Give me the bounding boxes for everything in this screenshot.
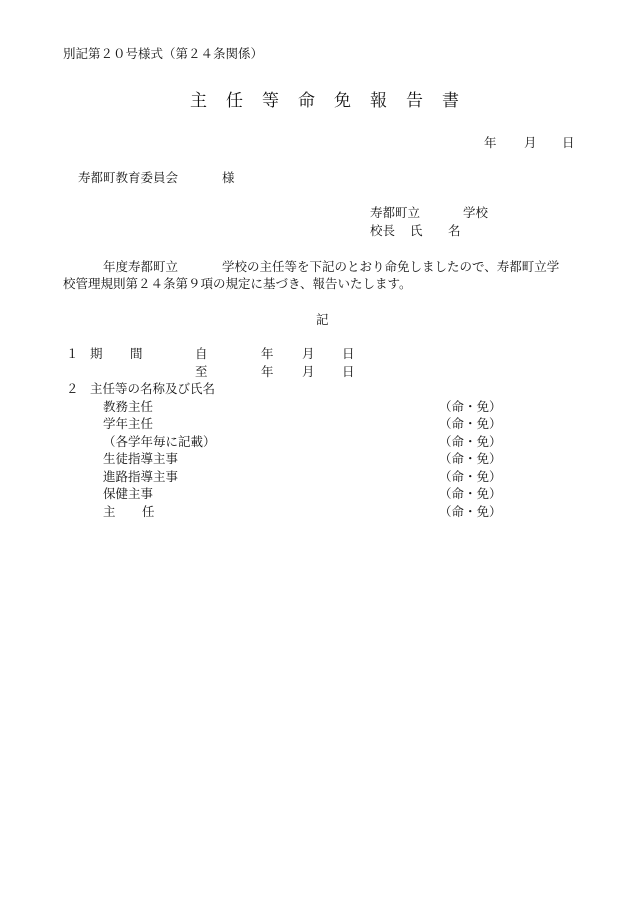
sender-principal-label: 校長 <box>370 223 396 238</box>
item-label-a: 主 <box>103 504 116 519</box>
item-status: （命・免） <box>439 486 502 501</box>
document-title-text <box>190 91 478 111</box>
body-line2: 校管理規則第２４条第９項の規定に基づき、報告いたします。 <box>63 276 412 291</box>
item-label: （各学年毎に記載） <box>103 434 216 449</box>
date-year-label: 年 <box>484 135 497 150</box>
title-char: 書 <box>442 91 459 111</box>
ki-label: 記 <box>316 312 329 327</box>
item-label: 学年主任 <box>103 416 154 431</box>
section2-number: ２ <box>66 381 79 396</box>
section1-label-a: 期 <box>90 346 103 361</box>
sender-school-prefix: 寿都町立 <box>370 205 421 220</box>
sender-shi: 氏 <box>410 223 423 238</box>
item-label: 生徒指導主事 <box>103 451 179 466</box>
period-to-month: 月 <box>302 364 315 379</box>
form-label: 別記第２０号様式（第２４条関係） <box>63 46 264 61</box>
title-char: 等 <box>262 91 279 111</box>
title-char: 報 <box>370 91 387 111</box>
period-to-year: 年 <box>261 364 274 379</box>
period-to-label: 至 <box>195 364 208 379</box>
title-char: 主 <box>190 91 207 111</box>
date-day-label: 日 <box>562 135 575 150</box>
period-from-label: 自 <box>195 346 208 361</box>
sender-mei: 名 <box>448 223 461 238</box>
title-char: 命 <box>298 91 315 111</box>
item-status: （命・免） <box>439 504 502 519</box>
period-from-year: 年 <box>261 346 274 361</box>
item-status: （命・免） <box>439 416 502 431</box>
title-char: 告 <box>406 91 423 111</box>
addressee-honorific: 様 <box>222 170 235 185</box>
sender-school-suffix: 学校 <box>463 205 489 220</box>
body-line1-a: 年度寿都町立 <box>103 259 179 274</box>
title-char: 任 <box>226 91 243 111</box>
item-status: （命・免） <box>439 469 502 484</box>
addressee-name: 寿都町教育委員会 <box>78 170 179 185</box>
document-title <box>190 93 478 110</box>
section1-number: １ <box>66 346 79 361</box>
date-month-label: 月 <box>524 135 537 150</box>
item-label: 教務主任 <box>103 399 154 414</box>
section2-heading: 主任等の名称及び氏名 <box>90 381 216 396</box>
item-label: 進路指導主事 <box>103 469 179 484</box>
item-label-b: 任 <box>142 504 155 519</box>
item-label: 保健主事 <box>103 486 154 501</box>
title-char: 免 <box>334 91 351 111</box>
period-from-day: 日 <box>342 346 355 361</box>
item-status: （命・免） <box>439 451 502 466</box>
item-status: （命・免） <box>439 434 502 449</box>
period-from-month: 月 <box>302 346 315 361</box>
section1-label-b: 間 <box>130 346 143 361</box>
item-status: （命・免） <box>439 399 502 414</box>
body-line1-b: 学校の主任等を下記のとおり命免しましたので、寿都町立学 <box>222 259 560 274</box>
period-to-day: 日 <box>342 364 355 379</box>
